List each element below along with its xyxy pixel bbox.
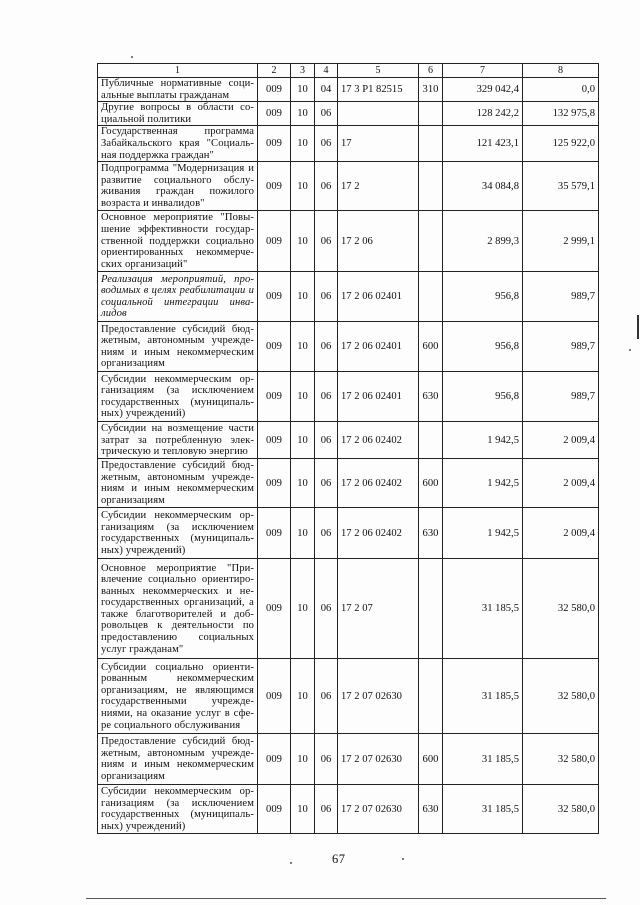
row-expense-type: 600 bbox=[419, 322, 443, 372]
table-row bbox=[98, 322, 599, 372]
row-description: Реализация мероприятий, про-водимых в целях реабилитации и социальной интеграции инва-лидов bbox=[98, 272, 258, 322]
row-expense-type: 630 bbox=[419, 372, 443, 422]
row-admin-code: 009 bbox=[258, 78, 291, 102]
row-target-article: 17 2 06 02401 bbox=[338, 372, 419, 422]
row-subsection: 06 bbox=[315, 459, 338, 508]
row-target-article: 17 2 07 02630 bbox=[338, 734, 419, 785]
table-row bbox=[98, 102, 599, 126]
row-amount-year2: 32 580,0 bbox=[523, 659, 599, 734]
row-expense-type bbox=[419, 126, 443, 162]
row-subsection: 06 bbox=[315, 422, 338, 459]
row-subsection: 06 bbox=[315, 102, 338, 126]
row-admin-code: 009 bbox=[258, 559, 291, 659]
row-subsection: 04 bbox=[315, 78, 338, 102]
row-expense-type: 600 bbox=[419, 734, 443, 785]
row-description: Публичные нормативные соци-альные выплаты гражданам bbox=[98, 78, 258, 102]
row-target-article: 17 2 06 02402 bbox=[338, 422, 419, 459]
row-amount-year1: 121 423,1 bbox=[443, 126, 523, 162]
row-section: 10 bbox=[291, 322, 315, 372]
scan-speck bbox=[629, 349, 631, 351]
table-row bbox=[98, 785, 599, 834]
table-row bbox=[98, 126, 599, 162]
row-amount-year2: 989,7 bbox=[523, 272, 599, 322]
row-section: 10 bbox=[291, 508, 315, 559]
column-header: 2 bbox=[258, 64, 291, 78]
row-subsection: 06 bbox=[315, 322, 338, 372]
column-header: 4 bbox=[315, 64, 338, 78]
row-subsection: 06 bbox=[315, 508, 338, 559]
table-row bbox=[98, 559, 599, 659]
row-subsection: 06 bbox=[315, 734, 338, 785]
row-amount-year1: 956,8 bbox=[443, 372, 523, 422]
row-description: Предоставление субсидий бюд-жетным, автономным учрежде-ниям и иным некоммерческим организациям bbox=[98, 459, 258, 508]
table-row bbox=[98, 78, 599, 102]
row-amount-year2: 32 580,0 bbox=[523, 734, 599, 785]
row-subsection: 06 bbox=[315, 162, 338, 211]
row-admin-code: 009 bbox=[258, 459, 291, 508]
scan-speck bbox=[402, 858, 404, 860]
column-header: 3 bbox=[291, 64, 315, 78]
row-subsection: 06 bbox=[315, 659, 338, 734]
row-target-article: 17 2 06 bbox=[338, 211, 419, 272]
scan-speck bbox=[131, 56, 133, 58]
row-target-article: 17 2 06 02402 bbox=[338, 508, 419, 559]
row-amount-year2: 989,7 bbox=[523, 322, 599, 372]
row-target-article: 17 2 07 02630 bbox=[338, 659, 419, 734]
row-amount-year2: 32 580,0 bbox=[523, 785, 599, 834]
row-section: 10 bbox=[291, 126, 315, 162]
row-section: 10 bbox=[291, 372, 315, 422]
row-amount-year2: 989,7 bbox=[523, 372, 599, 422]
row-subsection: 06 bbox=[315, 126, 338, 162]
row-expense-type: 630 bbox=[419, 508, 443, 559]
row-expense-type: 630 bbox=[419, 785, 443, 834]
row-amount-year1: 1 942,5 bbox=[443, 508, 523, 559]
column-header: 5 bbox=[338, 64, 419, 78]
row-amount-year2: 32 580,0 bbox=[523, 559, 599, 659]
row-section: 10 bbox=[291, 559, 315, 659]
row-amount-year1: 31 185,5 bbox=[443, 659, 523, 734]
row-amount-year2: 2 999,1 bbox=[523, 211, 599, 272]
row-amount-year2: 2 009,4 bbox=[523, 508, 599, 559]
row-section: 10 bbox=[291, 102, 315, 126]
row-section: 10 bbox=[291, 785, 315, 834]
page-number: 67 bbox=[332, 852, 346, 866]
row-amount-year1: 31 185,5 bbox=[443, 734, 523, 785]
table-header-row bbox=[98, 64, 599, 78]
row-section: 10 bbox=[291, 78, 315, 102]
table-row bbox=[98, 508, 599, 559]
row-subsection: 06 bbox=[315, 372, 338, 422]
row-admin-code: 009 bbox=[258, 272, 291, 322]
row-expense-type: 600 bbox=[419, 459, 443, 508]
margin-mark bbox=[637, 315, 639, 339]
row-description: Субсидии некоммерческим ор-ганизациям (за исключением государственных (муниципаль-ных) учреждений) bbox=[98, 508, 258, 559]
row-section: 10 bbox=[291, 162, 315, 211]
row-admin-code: 009 bbox=[258, 126, 291, 162]
row-subsection: 06 bbox=[315, 211, 338, 272]
row-amount-year1: 31 185,5 bbox=[443, 559, 523, 659]
row-expense-type bbox=[419, 559, 443, 659]
row-description: Субсидии на возмещение части затрат за потребленную элек-трическую и тепловую энергию bbox=[98, 422, 258, 459]
row-amount-year1: 1 942,5 bbox=[443, 459, 523, 508]
row-expense-type bbox=[419, 422, 443, 459]
row-subsection: 06 bbox=[315, 785, 338, 834]
table-row bbox=[98, 272, 599, 322]
table-row bbox=[98, 162, 599, 211]
row-expense-type bbox=[419, 272, 443, 322]
table-row bbox=[98, 734, 599, 785]
row-target-article: 17 2 06 02401 bbox=[338, 272, 419, 322]
row-amount-year1: 34 084,8 bbox=[443, 162, 523, 211]
table-row bbox=[98, 659, 599, 734]
row-amount-year1: 956,8 bbox=[443, 272, 523, 322]
row-section: 10 bbox=[291, 459, 315, 508]
row-description: Государственная программа Забайкальского края "Социаль-ная поддержка граждан" bbox=[98, 126, 258, 162]
row-amount-year1: 128 242,2 bbox=[443, 102, 523, 126]
row-description: Основное мероприятие "Повы-шение эффективности государ-ственной поддержки социально ориентированных некоммерче-ских организаций" bbox=[98, 211, 258, 272]
row-description: Подпрограмма "Модернизация и развитие социального обслу-живания граждан пожилого возраста и инвалидов" bbox=[98, 162, 258, 211]
row-description: Основное мероприятие "При-влечение социально ориентиро-ванных некоммерческих и не-государственных организаций, а также благотворителей и доб-ровольцев к деятельности по предоставлению социальных услуг гражданам" bbox=[98, 559, 258, 659]
row-admin-code: 009 bbox=[258, 372, 291, 422]
row-description: Предоставление субсидий бюд-жетным, автономным учрежде-ниям и иным некоммерческим организациям bbox=[98, 734, 258, 785]
row-amount-year2: 2 009,4 bbox=[523, 422, 599, 459]
row-admin-code: 009 bbox=[258, 322, 291, 372]
row-amount-year1: 31 185,5 bbox=[443, 785, 523, 834]
row-description: Субсидии некоммерческим ор-ганизациям (за исключением государственных (муниципаль-ных) учреждений) bbox=[98, 785, 258, 834]
row-description: Другие вопросы в области со-циальной политики bbox=[98, 102, 258, 126]
row-description: Предоставление субсидий бюд-жетным, автономным учрежде-ниям и иным некоммерческим организациям bbox=[98, 322, 258, 372]
row-amount-year2: 125 922,0 bbox=[523, 126, 599, 162]
row-description: Субсидии некоммерческим ор-ганизациям (за исключением государственных (муниципаль-ных) учреждений) bbox=[98, 372, 258, 422]
row-expense-type bbox=[419, 102, 443, 126]
row-amount-year2: 2 009,4 bbox=[523, 459, 599, 508]
row-section: 10 bbox=[291, 272, 315, 322]
column-header: 8 bbox=[523, 64, 599, 78]
budget-table bbox=[97, 63, 599, 834]
column-header: 7 bbox=[443, 64, 523, 78]
row-admin-code: 009 bbox=[258, 102, 291, 126]
row-amount-year1: 1 942,5 bbox=[443, 422, 523, 459]
row-admin-code: 009 bbox=[258, 659, 291, 734]
row-amount-year1: 956,8 bbox=[443, 322, 523, 372]
row-description: Субсидии социально ориенти-рованным некоммерческим организациям, не являющимся государственными учрежде-ниями, на оказание услуг в сфе-ре социального обслуживания bbox=[98, 659, 258, 734]
row-expense-type bbox=[419, 211, 443, 272]
table-body bbox=[98, 78, 599, 834]
row-section: 10 bbox=[291, 211, 315, 272]
row-amount-year2: 0,0 bbox=[523, 78, 599, 102]
row-amount-year1: 329 042,4 bbox=[443, 78, 523, 102]
row-expense-type: 310 bbox=[419, 78, 443, 102]
row-admin-code: 009 bbox=[258, 734, 291, 785]
table-row bbox=[98, 422, 599, 459]
row-admin-code: 009 bbox=[258, 508, 291, 559]
row-target-article bbox=[338, 102, 419, 126]
column-header: 1 bbox=[98, 64, 258, 78]
row-amount-year2: 35 579,1 bbox=[523, 162, 599, 211]
row-target-article: 17 2 bbox=[338, 162, 419, 211]
row-target-article: 17 2 06 02401 bbox=[338, 322, 419, 372]
row-section: 10 bbox=[291, 734, 315, 785]
row-amount-year1: 2 899,3 bbox=[443, 211, 523, 272]
row-target-article: 17 3 P1 82515 bbox=[338, 78, 419, 102]
row-admin-code: 009 bbox=[258, 785, 291, 834]
row-section: 10 bbox=[291, 659, 315, 734]
row-admin-code: 009 bbox=[258, 211, 291, 272]
table-row bbox=[98, 459, 599, 508]
table-row bbox=[98, 372, 599, 422]
bottom-rule bbox=[86, 898, 606, 899]
column-header: 6 bbox=[419, 64, 443, 78]
row-expense-type bbox=[419, 659, 443, 734]
row-target-article: 17 2 07 02630 bbox=[338, 785, 419, 834]
row-subsection: 06 bbox=[315, 559, 338, 659]
table-row bbox=[98, 211, 599, 272]
row-target-article: 17 2 06 02402 bbox=[338, 459, 419, 508]
scan-speck bbox=[290, 862, 292, 864]
row-target-article: 17 bbox=[338, 126, 419, 162]
row-section: 10 bbox=[291, 422, 315, 459]
row-amount-year2: 132 975,8 bbox=[523, 102, 599, 126]
row-admin-code: 009 bbox=[258, 422, 291, 459]
row-target-article: 17 2 07 bbox=[338, 559, 419, 659]
row-expense-type bbox=[419, 162, 443, 211]
row-admin-code: 009 bbox=[258, 162, 291, 211]
row-subsection: 06 bbox=[315, 272, 338, 322]
